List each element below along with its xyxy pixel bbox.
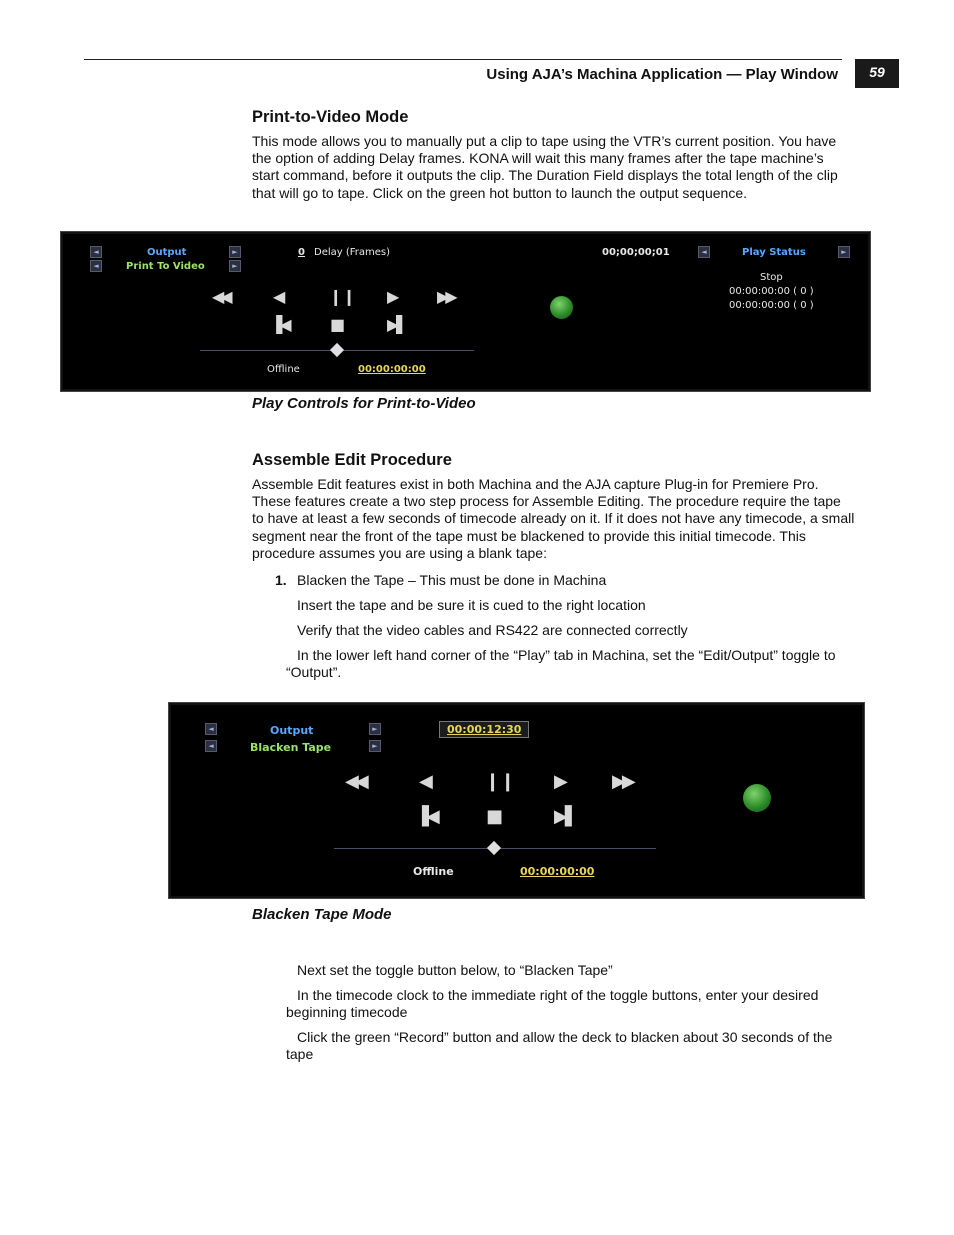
start-timecode[interactable]: 00:00:12:30 xyxy=(447,723,522,736)
paragraph-line: the option of adding Delay frames. KONA will wait this many frames after the tape machine’s xyxy=(252,150,824,167)
figure-caption-play-controls: Play Controls for Print-to-Video xyxy=(252,395,476,412)
shuttle-knob[interactable] xyxy=(487,841,501,855)
header-rule xyxy=(84,59,842,60)
instruction-timecode-line1: In the timecode clock to the immediate right of the toggle buttons, enter your desired xyxy=(297,987,819,1003)
instruction-record-line2: tape xyxy=(286,1046,314,1062)
position-timecode[interactable]: 00:00:00:00 xyxy=(520,865,595,878)
play-button[interactable]: ▶ xyxy=(387,287,400,306)
fast-forward-button[interactable]: ▶▶ xyxy=(437,287,454,306)
instruction-record-line1: Click the green “Record” button and allow the deck to blacken about 30 seconds of the xyxy=(297,1029,833,1045)
play-button[interactable]: ▶ xyxy=(554,771,568,792)
output-prev-arrow-icon[interactable]: ◄ xyxy=(90,246,102,258)
output-prev-arrow-icon[interactable]: ◄ xyxy=(205,723,217,735)
section-heading-print-to-video: Print-to-Video Mode xyxy=(252,108,409,126)
play-controls-panel xyxy=(60,231,871,392)
paragraph-line: Assemble Edit features exist in both Machina and the AJA capture Plug-in for Premiere Pro. xyxy=(252,476,819,492)
paragraph-line: This mode allows you to manually put a clip to tape using the VTR’s current position. You have xyxy=(252,133,837,149)
start-timecode-box[interactable] xyxy=(439,721,529,738)
delay-frames-label: Delay (Frames) xyxy=(314,247,391,258)
paragraph-line: procedure assumes you are using a blank tape: xyxy=(252,544,547,561)
status-timecode-2: 00:00:00:00 ( 0 ) xyxy=(729,300,814,311)
paragraph-line: segment near the front of the tape must be blackened to provide this initial timecode. This xyxy=(252,527,806,544)
rewind-button[interactable]: ◀◀ xyxy=(345,771,365,792)
mode-toggle-label: Print To Video xyxy=(126,261,205,272)
delay-frames-field[interactable]: 0 xyxy=(298,247,305,258)
mode-next-arrow-icon[interactable]: ► xyxy=(229,260,241,272)
stop-button[interactable]: ■ xyxy=(330,315,346,334)
substep-set-toggle-line1: In the lower left hand corner of the “Play” tab in Machina, set the “Edit/Output” toggle to xyxy=(297,647,836,663)
go-to-end-button[interactable]: ▶▌ xyxy=(387,315,406,334)
step-back-button[interactable]: ◀ xyxy=(273,287,286,306)
go-to-start-button[interactable]: ▐◀ xyxy=(270,315,289,334)
mode-next-arrow-icon[interactable]: ► xyxy=(369,740,381,752)
green-record-button[interactable] xyxy=(743,784,771,812)
paragraph-line: These features create a two step process for Assemble Editing. The procedure require the tape xyxy=(252,493,841,510)
page-number: 59 xyxy=(855,59,899,88)
assemble-edit-paragraph xyxy=(252,476,870,562)
mode-toggle-label: Blacken Tape xyxy=(250,741,332,754)
output-next-arrow-icon[interactable]: ► xyxy=(369,723,381,735)
substep-insert-tape: Insert the tape and be sure it is cued to the right location xyxy=(297,597,646,613)
step-number: 1. xyxy=(275,572,287,588)
instruction-toggle-blacken: Next set the toggle button below, to “Blacken Tape” xyxy=(297,962,613,978)
substep-verify-cables: Verify that the video cables and RS422 are connected correctly xyxy=(297,622,688,638)
play-status-label: Play Status xyxy=(742,247,806,258)
mode-prev-arrow-icon[interactable]: ◄ xyxy=(205,740,217,752)
figure-caption-blacken-tape: Blacken Tape Mode xyxy=(252,906,392,923)
offline-status: Offline xyxy=(267,364,300,375)
shuttle-knob[interactable] xyxy=(330,343,344,357)
green-hot-button[interactable] xyxy=(550,296,573,319)
status-value: Stop xyxy=(760,272,783,283)
status-next-arrow-icon[interactable]: ► xyxy=(838,246,850,258)
running-title: Using AJA’s Machina Application — Play Window xyxy=(486,66,838,83)
pause-button[interactable]: ❙❙ xyxy=(329,287,356,306)
duration-field[interactable]: 00;00;00;01 xyxy=(602,247,670,258)
output-next-arrow-icon[interactable]: ► xyxy=(229,246,241,258)
stop-button[interactable]: ■ xyxy=(486,806,504,827)
print-to-video-paragraph xyxy=(252,133,870,202)
go-to-end-button[interactable]: ▶▌ xyxy=(554,806,576,827)
status-timecode-1: 00:00:00:00 ( 0 ) xyxy=(729,286,814,297)
position-timecode[interactable]: 00:00:00:00 xyxy=(358,364,426,375)
go-to-start-button[interactable]: ▐◀ xyxy=(415,806,437,827)
step-back-button[interactable]: ◀ xyxy=(419,771,433,792)
section-heading-assemble-edit: Assemble Edit Procedure xyxy=(252,451,452,469)
offline-status: Offline xyxy=(413,865,454,878)
rewind-button[interactable]: ◀◀ xyxy=(212,287,229,306)
blacken-tape-panel xyxy=(168,702,865,899)
output-toggle-label: Output xyxy=(270,724,314,737)
paragraph-line: to have at least a few seconds of timecode already on it. If it does not have any timecode, a small xyxy=(252,510,855,527)
substep-set-toggle-line2: “Output”. xyxy=(286,664,342,680)
mode-prev-arrow-icon[interactable]: ◄ xyxy=(90,260,102,272)
paragraph-line: start command, before it outputs the clip. The Duration Field displays the total length of the clip xyxy=(252,167,838,184)
step-text: Blacken the Tape – This must be done in Machina xyxy=(297,572,607,588)
output-toggle-label: Output xyxy=(147,247,187,258)
paragraph-line: that will go to tape. Click on the green hot button to launch the output sequence. xyxy=(252,184,748,201)
pause-button[interactable]: ❙❙ xyxy=(485,771,516,792)
status-prev-arrow-icon[interactable]: ◄ xyxy=(698,246,710,258)
fast-forward-button[interactable]: ▶▶ xyxy=(612,771,632,792)
instruction-timecode-line2: beginning timecode xyxy=(286,1004,408,1020)
